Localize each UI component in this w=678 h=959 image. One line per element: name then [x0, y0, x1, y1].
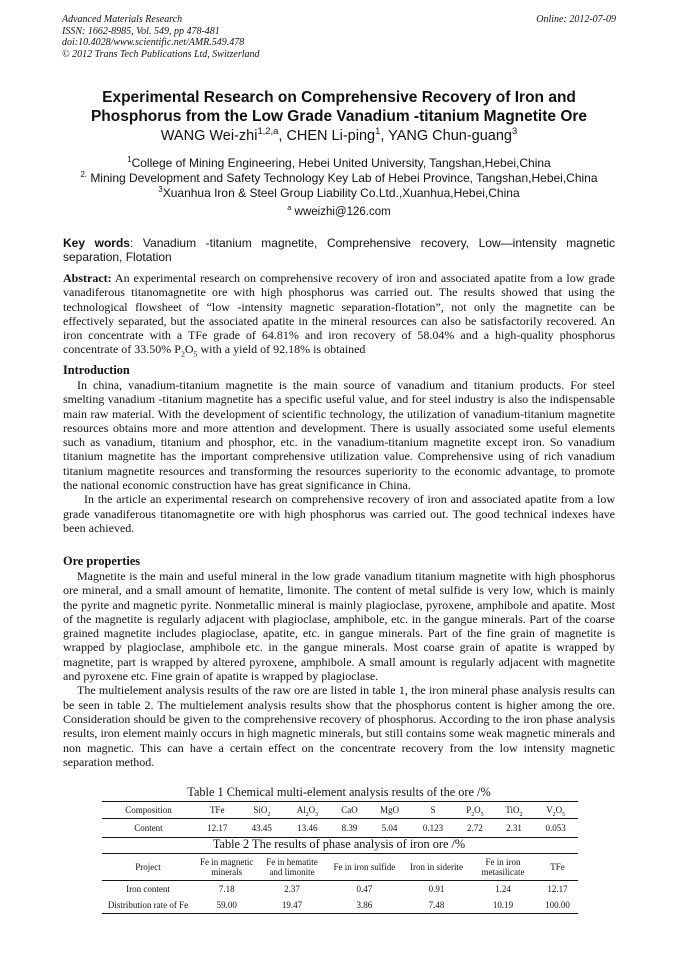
table-header-cell: Composition	[102, 802, 195, 819]
copyright: © 2012 Trans Tech Publications Ltd, Switzerland	[62, 48, 260, 60]
table-cell: 7.18	[218, 884, 235, 894]
table-cell: 0.91	[428, 884, 445, 894]
table-header-cell: Project	[102, 854, 194, 881]
author-name: WANG Wei-zhi	[160, 128, 258, 144]
table-cell: 59.00	[194, 897, 259, 914]
table-header-cell: TiO$_2$	[495, 802, 534, 819]
table-2-caption: Table 2 The results of phase analysis of iron ore /%	[212, 837, 466, 851]
table-cell: Content	[102, 819, 195, 838]
author-list: WANG Wei-zhi$^{1,2,a}$, CHEN Li-ping$^1$, YANG Chun-guang$^3$	[160, 125, 518, 144]
table-cell: 100.00	[537, 897, 578, 914]
table-row	[102, 897, 578, 914]
table-cell: 43.45	[239, 819, 284, 838]
author-name: YANG Chun-guang	[388, 128, 512, 144]
table-header-cell: Fe in iron sulfide	[325, 854, 404, 881]
table-header-cell: $V_2O_5$	[533, 802, 578, 819]
table-header-cell: MgO	[368, 802, 410, 819]
title-line-1: Experimental Research on Comprehensive Recovery of Iron and	[102, 89, 576, 106]
paragraph: In the article an experimental research on comprehensive recovery of iron and associated apatite from a low grade vanadiferous titanomagnetite ore with high phosphorus was carried out. The good technical indexes have been achieved.	[63, 492, 615, 535]
author-affiliation-mark: 3	[511, 125, 518, 137]
issn: ISSN: 1662-8985, Vol. 549, pp 478-481	[62, 25, 220, 37]
author-email: $^a$ wweizhi@126.com	[287, 203, 391, 218]
table-cell: 0.053	[533, 819, 578, 838]
table-cell: 2.37	[284, 884, 300, 894]
table-header-cell: Fe in magnetic minerals	[194, 854, 259, 881]
journal-name: Advanced Materials Research	[62, 14, 183, 25]
table-cell: 19.47	[259, 897, 324, 914]
introduction-body	[63, 378, 615, 535]
keywords-label: Key words	[63, 236, 130, 250]
table-cell: Distribution rate of Fe	[102, 897, 194, 914]
section-heading-introduction: Introduction	[63, 363, 130, 377]
table-header-cell: TFe	[537, 854, 578, 881]
table-2	[102, 853, 578, 914]
table-row	[102, 881, 578, 898]
table-header-cell: Fe in hematite and limonite	[259, 854, 324, 881]
table-header-row	[102, 802, 578, 819]
table-cell: 5.04	[368, 819, 410, 838]
author-name: CHEN Li-ping	[286, 128, 376, 144]
table-cell: Iron content	[126, 884, 170, 894]
table-1	[102, 801, 578, 838]
table-cell: 2.72	[455, 819, 494, 838]
table-header-cell: TFe	[195, 802, 240, 819]
paper-title	[40, 88, 638, 126]
table-1-caption: Table 1 Chemical multi-element analysis results of the ore /%	[187, 785, 491, 799]
table-header-cell: Iron in siderite	[404, 854, 469, 881]
table-header-cell: CaO	[331, 802, 369, 819]
table-cell: 0.123	[411, 819, 456, 838]
paragraph: The multielement analysis results of the raw ore are listed in table 1, the iron mineral phase analysis results can be seen in table 2. The multielement analysis results show that the phosphorus content is higher among the ore. Consideration should be given to the comprehensive recovery of phosphorus. According to the iron phase analysis results, iron element mainly occurs in high magnetic minerals, but still contains some weak magnetic minerals and non magnetic. This can have a certain effect on the concentrate recovery from the low intensity magnetic separation method.	[63, 683, 615, 769]
paragraph: In china, vanadium-titanium magnetite is the main source of vanadium and titanium products. For steel smelting vanadium -titanium magnetite has a specific useful value, and for steel industry is also the indispensable main raw material. With the development of scientific technology, the utilization of vanadium-titanium magnetite resources obtains more and more attention and development. There is usually associated some useful elements such as vanadium, titanium and phosphor, etc. in the vanadium-titanium magnetite except iron. So vanadium titanium magnetite has the important comprehensive utilization value. Comprehensive using of rich vanadium titanium magnetite resources and transforming the resources superiority to the economic advantage, to promote the national economic construction have has great significance in China.	[63, 378, 615, 493]
section-heading-ore-properties: Ore properties	[63, 554, 141, 568]
affiliation-2: $^{2.}$ Mining Development and Safety Technology Key Lab of Hebei Province, Tangshan,Hebei,China	[80, 170, 598, 185]
author-affiliation-mark: 1	[375, 125, 381, 137]
affiliation-1: $^1$College of Mining Engineering, Hebei United University, Tangshan,Hebei,China	[127, 155, 551, 170]
table-row	[102, 819, 578, 838]
table-cell: 12.17	[195, 819, 240, 838]
table-cell: 10.19	[469, 897, 537, 914]
table-cell: 8.39	[331, 819, 369, 838]
affiliation-3: $^3$Xuanhua Iron & Steel Group Liability Co.Ltd.,Xuanhua,Hebei,China	[158, 185, 520, 200]
author-affiliation-mark: 1,2,a	[257, 125, 279, 137]
online-date: Online: 2012-07-09	[536, 14, 616, 25]
table-header-cell: $P_2O_5$	[455, 802, 494, 819]
table-cell: 1.24	[495, 884, 511, 894]
table-header-cell: SiO$_2$	[239, 802, 284, 819]
table-cell: 3.86	[325, 897, 404, 914]
ore-properties-body	[63, 569, 615, 769]
table-cell: 2.31	[495, 819, 534, 838]
table-cell: 7.48	[404, 897, 469, 914]
table-header-cell: Fe in iron metasilicate	[469, 854, 537, 881]
table-cell: 13.46	[284, 819, 331, 838]
paragraph: Magnetite is the main and useful mineral in the low grade vanadium titanium magnetite with high phosphorus ore mineral, and a small amount of hematite, limonite. The content of metal sulfide is very low, which is mainly the pyrite and magnetic pyrite. Nonmetallic mineral is mainly plagioclase, pyroxene, amphibole and apatite. Most of the magnetite is regularly adjacent with plagioclase, amphibole, etc. in the gangue minerals. Part of the coarse grained magnetite includes plagioclase, apatite, etc. in gangue minerals. Part of the fine grain of magnetite is wrapped by plagioclase, amphibole etc. in the gangue minerals. Most coarse grain of apatite is wrapped by magnetite, part is wrapped by altered pyroxene, amphibole. A small amount is regularly adjacent with magnetite and pyroxene etc. Fine grain of apatite is wrapped by plagioclase.	[63, 569, 615, 684]
title-line-2: Phosphorus from the Low Grade Vanadium -titanium Magnetite Ore	[90, 108, 588, 125]
table-cell: 12.17	[547, 884, 568, 894]
journal-header	[62, 14, 260, 60]
abstract: Abstract: An experimental research on comprehensive recovery of iron and associated apatite from a low grade vanadiferous titanomagnetite ore with high phosphorus was carried out. The results showed that using the technological flowsheet of “low -intensity magnetic separation-flotation”, not only the magnetite can be effectively separated, but the associated apatite in the mineral resources can also be satisfactorily recovered. An iron concentrate with a TFe grade of 64.81% and iron recovery of 58.04% and a high-quality phosphorus concentrate of 33.50% $P_2O_5$ with a yield of 92.18% is obtained	[63, 271, 615, 359]
keywords-text: : Vanadium -titanium magnetite, Comprehensive recovery, Low—intensity magnetic separation, Flotation	[63, 236, 615, 264]
table-header-row	[102, 854, 578, 881]
table-header-cell: S	[411, 802, 456, 819]
table-header-cell: $Al_2O_3$	[284, 802, 331, 819]
table-cell: 0.47	[356, 884, 373, 894]
doi: doi:10.4028/www.scientific.net/AMR.549.478	[62, 37, 245, 48]
abstract-label: Abstract:	[63, 271, 112, 285]
keywords	[63, 236, 615, 264]
